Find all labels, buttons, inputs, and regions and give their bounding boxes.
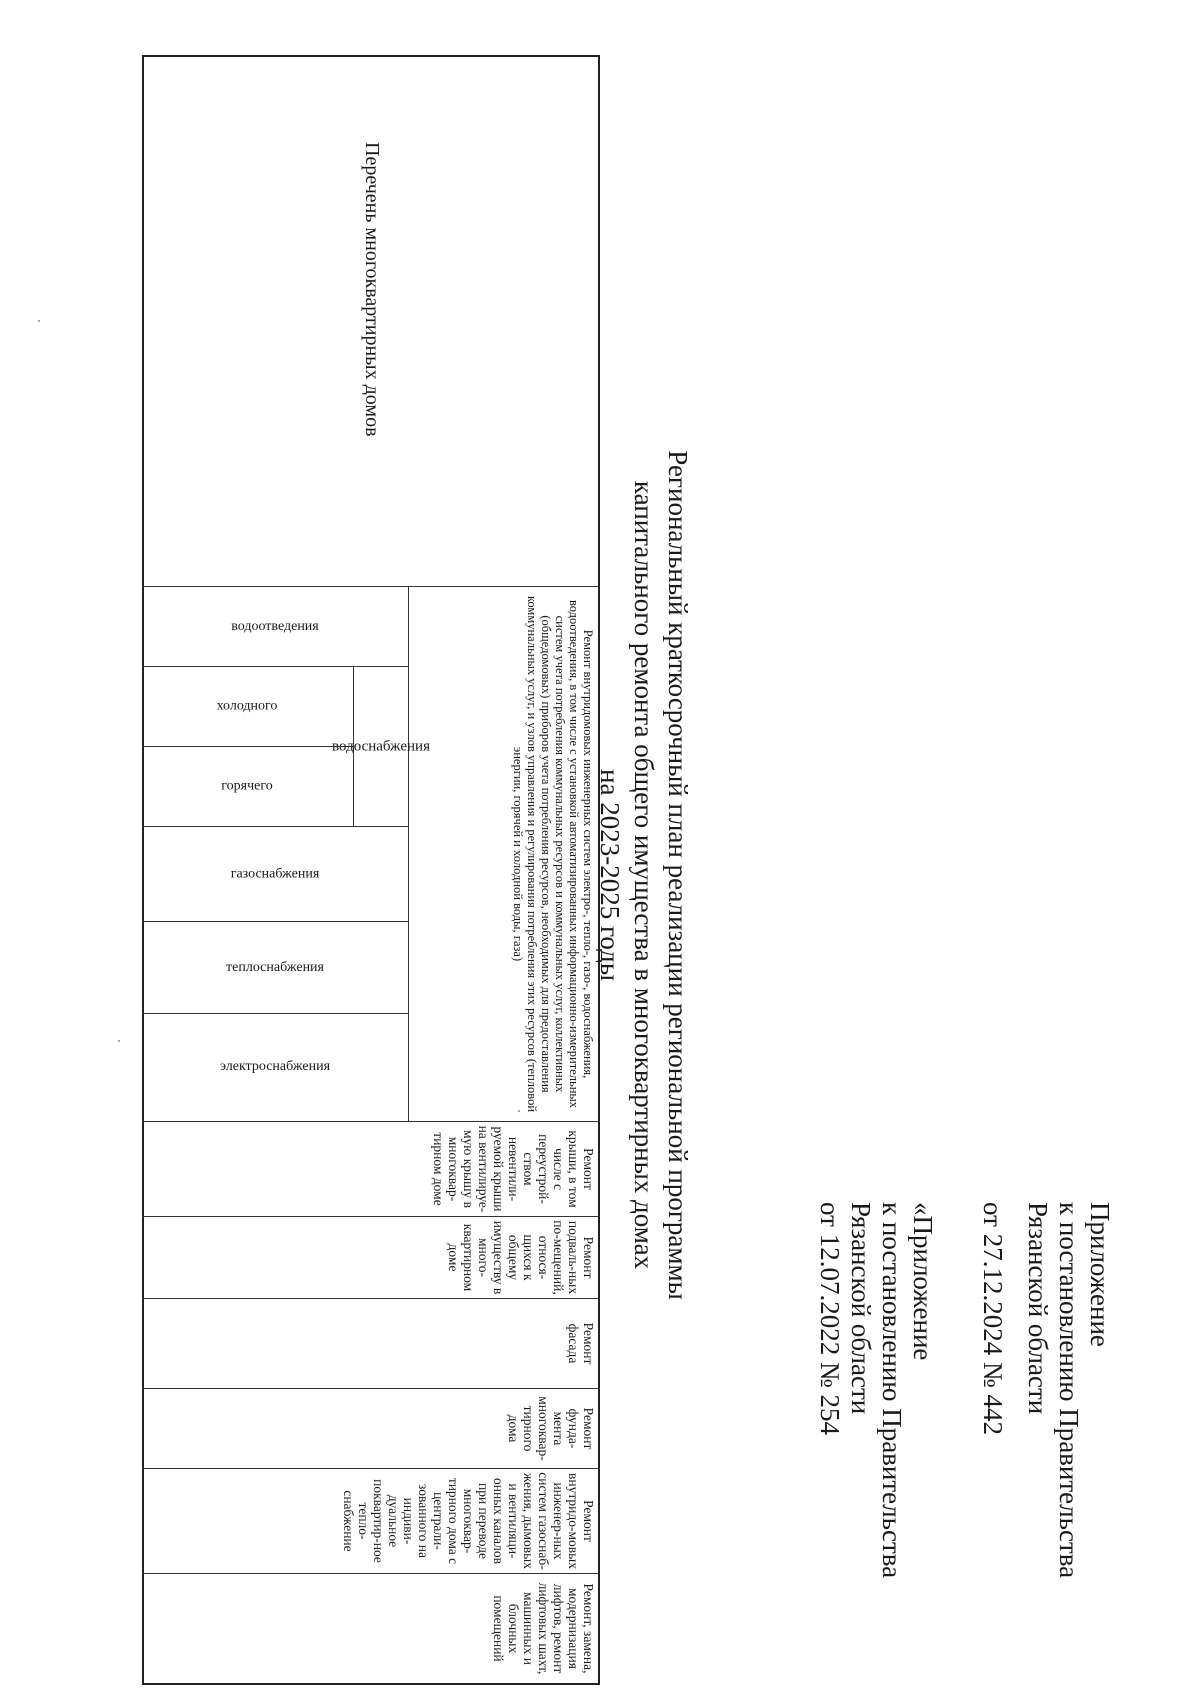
scan-speck xyxy=(518,1110,520,1112)
title-line2: капитального ремонта общего имущества в многоквартирных домах xyxy=(629,480,659,1270)
header-elevator-repair: Ремонт, замена, модернизация лифтов, ремонт лифтовых шахт, машинных и блочных помещений xyxy=(491,1582,596,1675)
title-line1: Региональный краткосрочный план реализации региональной программы xyxy=(663,450,693,1300)
header-current-line4: от 27.12.2024 № 442 xyxy=(978,1202,1008,1435)
header-current-line1: Приложение xyxy=(1085,1202,1115,1347)
header-original-line2: к постановлению Правительства xyxy=(877,1202,907,1579)
heat-supply-label: теплоснабжения xyxy=(226,959,324,975)
header-sewerage xyxy=(142,587,408,667)
header-current-line2: к постановлению Правительства xyxy=(1054,1202,1084,1579)
header-basement-repair: Ремонт подваль-ных по-мещений, относя-щихся к общему имуществу в много-квартирном доме xyxy=(142,1217,598,1299)
header-hot-water xyxy=(142,747,353,827)
header-roof-repair: Ремонт крыши, в том числе с переустрой-ством невентили-руемой крыши на вентилируе-мую крышу в многоквар-тирном доме xyxy=(142,1122,598,1217)
houses-list-label: Перечень многоквартирных домов xyxy=(361,142,383,437)
header-gas-ventilation-repair: Ремонт внутридо-мовых инженер-ных систем газоснаб-жения, дымовых и вентиляци-онных каналов при переводе многоквар-тирного дома с централи-зованного на индиви-дуальное поквартир-ное тепло-снабжение xyxy=(142,1469,598,1574)
header-original xyxy=(814,1202,938,1578)
gas-supply-label: газоснабжения xyxy=(230,865,320,881)
title-line3: на 2023-2025 годы xyxy=(595,769,625,981)
hot-water-label: горячего xyxy=(221,778,274,794)
header-foundation-repair: Ремонт фунда-мента многоквар-тирного дома xyxy=(142,1389,598,1469)
header-houses-list xyxy=(142,57,598,587)
header-current-line3: Рязанской области xyxy=(1023,1202,1053,1415)
cold-water-label: холодного xyxy=(217,698,278,714)
header-current xyxy=(977,1202,1115,1578)
water-supply-label: водоснабжения xyxy=(332,738,430,754)
sewerage-label: водоотведения xyxy=(231,618,319,634)
header-power-supply xyxy=(142,1014,408,1122)
header-facade-repair: Ремонт фасада xyxy=(142,1299,598,1389)
header-gas-supply xyxy=(142,827,408,922)
header-water-supply xyxy=(332,667,430,827)
scan-speck xyxy=(38,320,40,322)
header-engineering-systems: Ремонт внутридомовых инженерных систем электро-, тепло-, газо-, водоснабжения, водоотведения, в том числе с установкой автоматизированных информационно-измерительных систем учета потребления коммунальных ресурсов и коммунальных услуг, коллективных (общедомовых) приборов учета потребления ресурсов, необходимых для предоставления коммунальных услуг, и узлов управления и регулирования потребления этих ресурсов (тепловой энергии, горячей и холодной воды, газа) xyxy=(408,587,598,1122)
header-original-line3: Рязанской области xyxy=(846,1202,876,1415)
header-original-line4: от 12.07.2022 № 254 xyxy=(815,1202,845,1435)
header-cold-water xyxy=(142,667,353,747)
header-original-line1: «Приложение xyxy=(908,1202,938,1361)
scan-speck xyxy=(118,1040,120,1042)
document-title xyxy=(593,260,695,1490)
plan-table xyxy=(142,55,600,1685)
power-supply-label: электроснабжения xyxy=(219,1059,331,1075)
header-heat-supply xyxy=(142,922,408,1014)
